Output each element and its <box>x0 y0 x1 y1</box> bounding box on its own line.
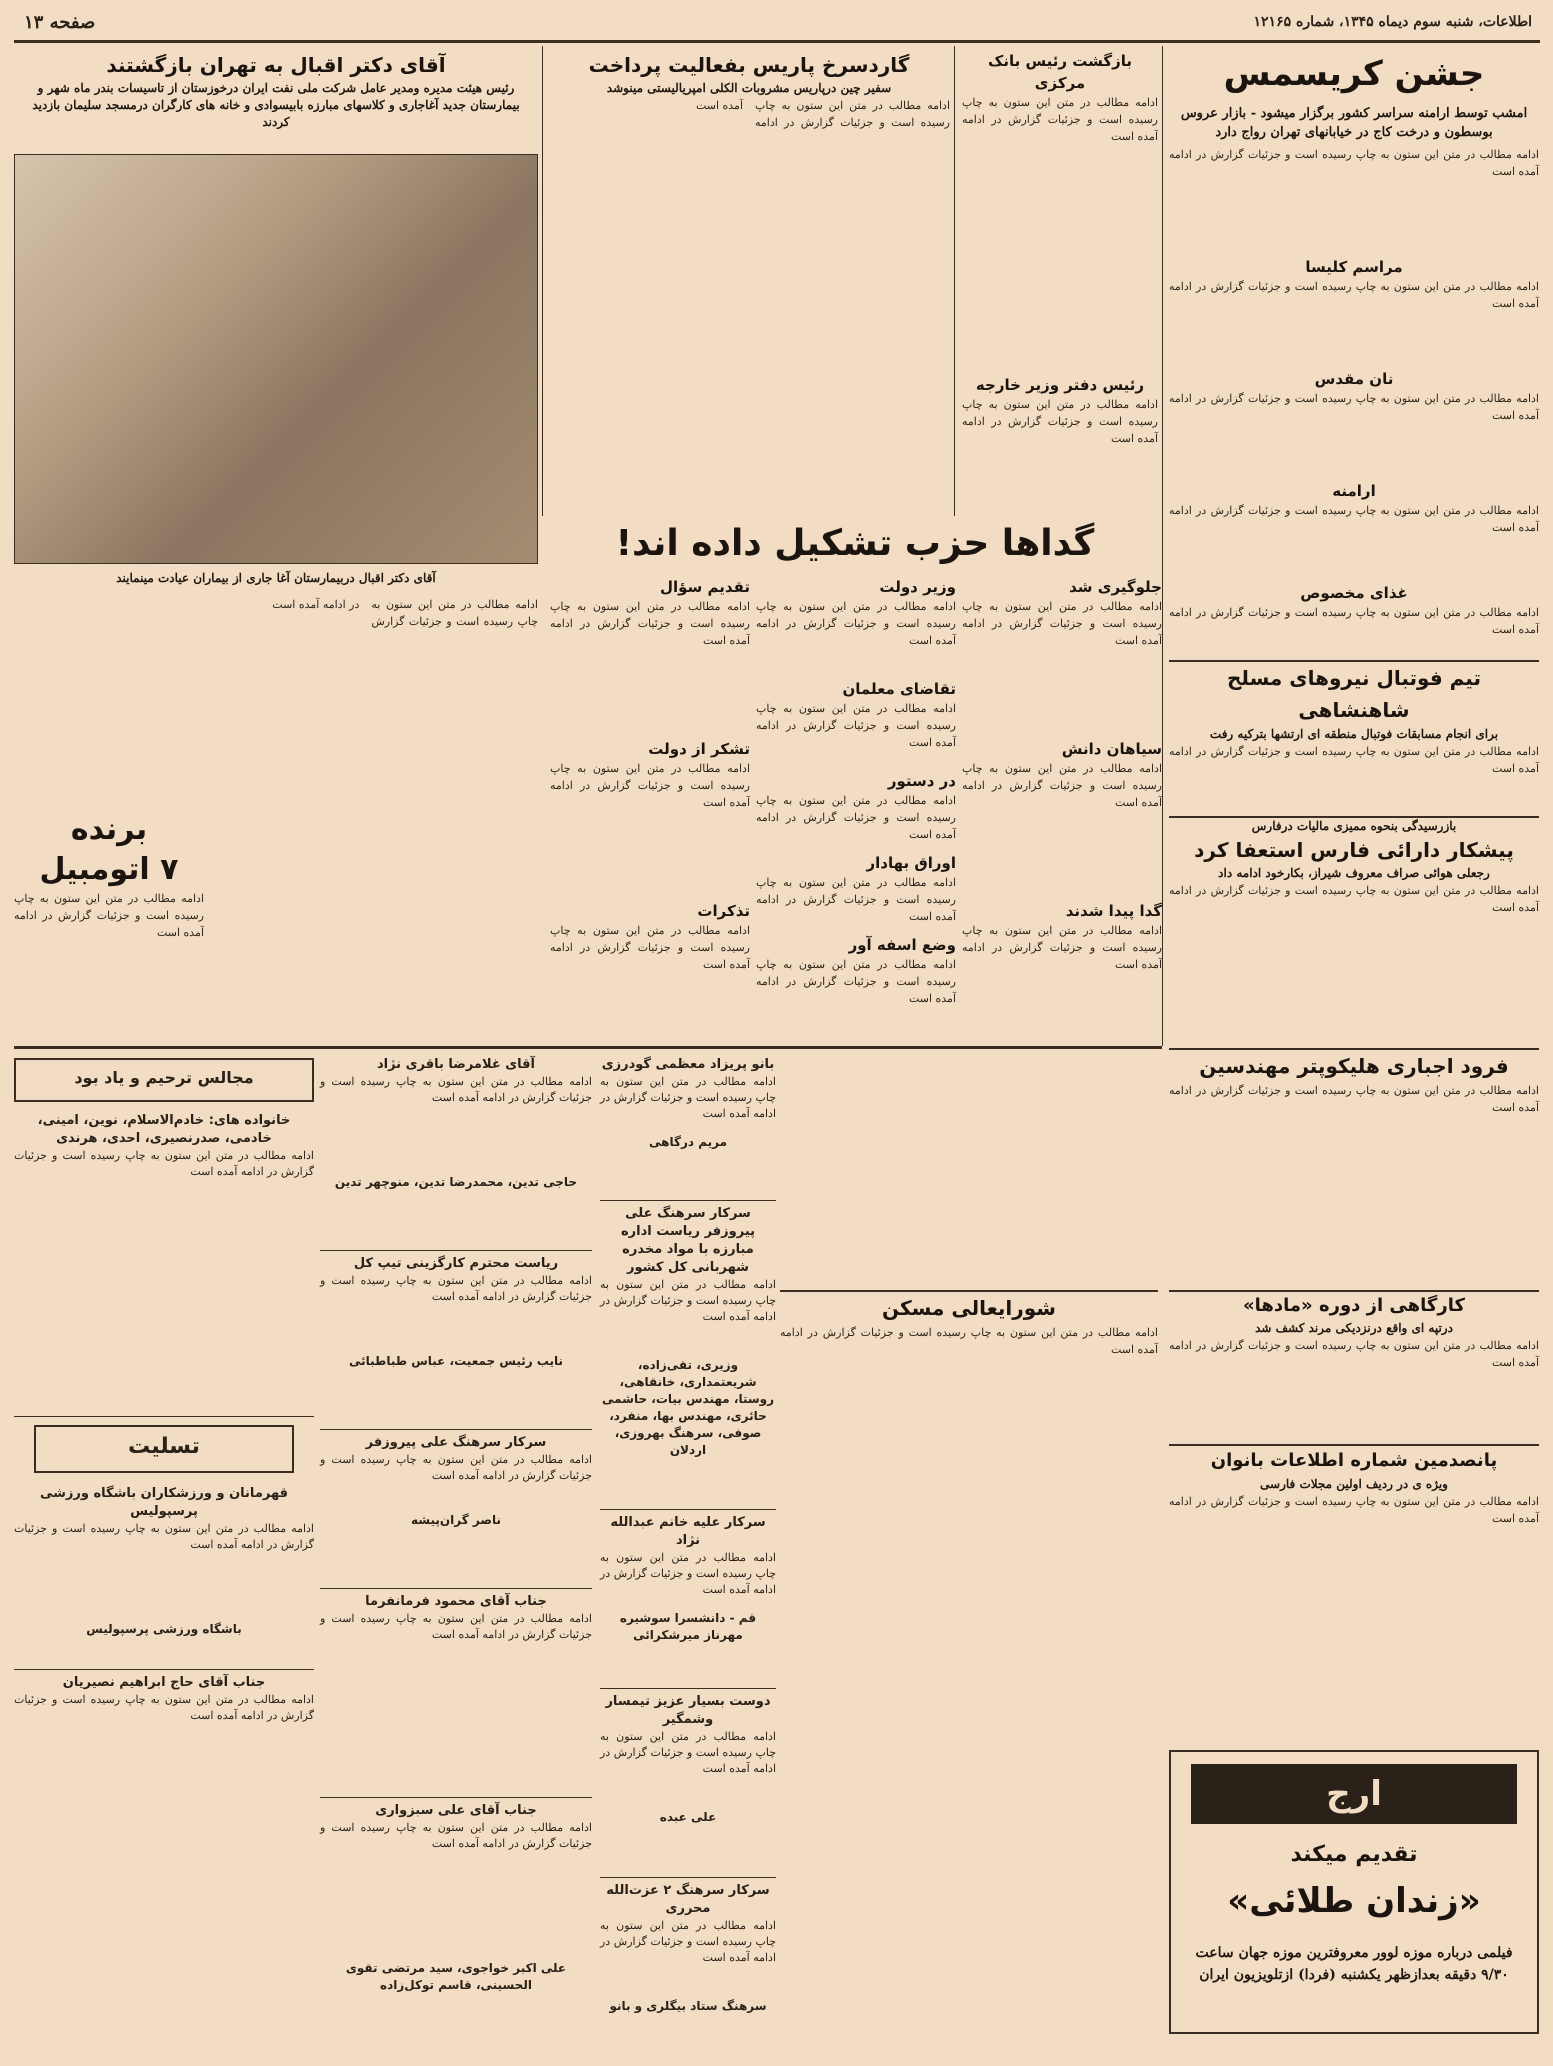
beggars-head-6: در دستور <box>887 772 956 790</box>
christmas-section-church: مراسم کلیسا <box>1305 258 1403 276</box>
bank-headline: بازگشت رئیس بانک مرکزی <box>987 52 1133 92</box>
housing-body: ادامه مطالب در متن این ستون به چاپ رسیده است و جزئیات گزارش در ادامه آمده است <box>780 1326 1158 1356</box>
workshop-headline: کارگاهی از دوره «مادها» <box>1243 1295 1465 1316</box>
football-body: ادامه مطالب در متن این ستون به چاپ رسیده است و جزئیات گزارش در ادامه آمده است <box>1169 745 1539 775</box>
notice-r1-title: بانو پریزاد معظمی گودرزی <box>601 1057 775 1072</box>
beggars-body-11: ادامه مطالب در متن این ستون به چاپ رسیده است و جزئیات گزارش در ادامه آمده است <box>550 924 750 971</box>
notice-r5-body: ادامه مطالب در متن این ستون به چاپ رسیده است و جزئیات گزارش در ادامه آمده است <box>600 1919 776 1964</box>
notice-m3 <box>320 1430 592 1589</box>
notice-r4-body: ادامه مطالب در متن این ستون به چاپ رسیده است و جزئیات گزارش در ادامه آمده است <box>600 1730 776 1775</box>
workshop-subhead: درتپه ای واقع درنزدیکی مرند کشف شد <box>1255 1321 1453 1335</box>
beggars-head-2: سیاهان دانش <box>1061 740 1162 758</box>
helicopter-headline: فرود اجباری هلیکوپتر مهندسین <box>1199 1054 1509 1078</box>
notice-m1-title: آقای غلامرضا باقری نژاد <box>376 1057 536 1072</box>
notice-m1-body: ادامه مطالب در متن این ستون به چاپ رسیده است و جزئیات گزارش در ادامه آمده است <box>320 1075 592 1104</box>
notice-m3-title: سرکار سرهنگ علی پیروزفر <box>365 1435 547 1450</box>
winner-title-1: برنده <box>70 812 148 847</box>
arj-brand: ارج <box>1326 1774 1382 1814</box>
fars-kicker: بازرسیدگی بنحوه ممیزی مالیات درفارس <box>1251 819 1457 833</box>
notices-right-col <box>600 1052 776 2034</box>
women-headline: پانصدمین شماره اطلاعات بانوان <box>1210 1450 1498 1471</box>
beggars-col-3 <box>550 576 750 1046</box>
christmas-section-food: غذای مخصوص <box>1300 584 1408 602</box>
notice-l1 <box>14 1108 314 1417</box>
fars-body: ادامه مطالب در متن این ستون به چاپ رسیده است و جزئیات گزارش در ادامه آمده است <box>1169 884 1539 914</box>
beggars-body-10: ادامه مطالب در متن این ستون به چاپ رسیده است و جزئیات گزارش در ادامه آمده است <box>550 762 750 809</box>
masthead-bar <box>14 12 1540 40</box>
notice-l5-title: جناب آقای حاج ابراهیم نصیریان <box>62 1675 266 1690</box>
arj-presents: تقدیم میکند <box>1290 1842 1418 1867</box>
bank-body-2: ادامه مطالب در متن این ستون به چاپ رسیده است و جزئیات گزارش در ادامه آمده است <box>962 398 1158 445</box>
notice-m1 <box>320 1052 592 1251</box>
arj-description: فیلمی درباره موزه لوور معروفترین موزه جهان ساعت ۹/۳۰ دقیقه بعدازظهر یکشنبه (فردا) ازتلویزیون ایران <box>1195 1945 1513 1983</box>
notice-r3-title: سرکار علیه خانم عبدالله نژاد <box>610 1515 766 1548</box>
notice-l4-title: باشگاه ورزشی پرسپولیس <box>86 1622 242 1636</box>
notices-mid-col <box>320 1052 592 2034</box>
paris-body: ادامه مطالب در متن این ستون به چاپ رسیده است و جزئیات گزارش در ادامه آمده است <box>695 99 950 129</box>
beggars-head-3: گدا پیدا شدند <box>1065 902 1162 920</box>
col-rule-2 <box>954 46 955 516</box>
eqbal-caption: آقای دکتر اقبال دربیمارستان آغا جاری از بیماران عیادت مینمایند <box>116 571 436 585</box>
fars-article <box>1169 816 1539 1046</box>
notice-m1-sign: حاجی تدین، محمدرضا تدین، منوچهر تدین <box>334 1175 578 1189</box>
taslit-title: تسلیت <box>128 1434 200 1459</box>
beggars-body-3: ادامه مطالب در متن این ستون به چاپ رسیده است و جزئیات گزارش در ادامه آمده است <box>962 924 1162 971</box>
beggars-head-5: تقاضای معلمان <box>842 680 956 698</box>
christmas-headline: جشن کریسمس <box>1223 54 1485 94</box>
paris-headline: گاردسرخ پاریس بفعالیت پرداخت <box>588 53 910 77</box>
christmas-section-bread: نان مقدس <box>1314 370 1394 388</box>
bank-section-foreign: رئیس دفتر وزیر خارجه <box>975 376 1145 394</box>
notice-m3-sign: ناصر گران‌پیشه <box>411 1513 501 1527</box>
beggars-head-7: اوراق بهادار <box>866 854 956 872</box>
christmas-body-2: ادامه مطالب در متن این ستون به چاپ رسیده است و جزئیات گزارش در ادامه آمده است <box>1169 280 1539 310</box>
notice-m2-body: ادامه مطالب در متن این ستون به چاپ رسیده است و جزئیات گزارش در ادامه آمده است <box>320 1274 592 1303</box>
women-article <box>1169 1444 1539 1744</box>
notice-r1 <box>600 1052 776 1201</box>
majales-title: مجالس ترحیم و یاد بود <box>74 1068 254 1087</box>
notice-r3-sign: قم - دانشسرا سوشیره مهرناز میرشکرائی <box>619 1611 757 1642</box>
notice-r3-body: ادامه مطالب در متن این ستون به چاپ رسیده است و جزئیات گزارش در ادامه آمده است <box>600 1551 776 1596</box>
eqbal-subhead: رئیس هیئت مدیره ومدیر عامل شرکت ملی نفت ایران درخوزستان از تاسیسات بندر ماه شهر و بیمارستان جدید آغاجاری و کلاسهای مبارزه بابیسوادی و خانه های کارگران درمسجد سلیمان بازدید کردند <box>32 81 520 129</box>
notice-r1-sign: مریم درگاهی <box>649 1135 727 1149</box>
beggars-body-2: ادامه مطالب در متن این ستون به چاپ رسیده است و جزئیات گزارش در ادامه آمده است <box>962 762 1162 809</box>
football-headline: تیم فوتبال نیروهای مسلح شاهنشاهی <box>1227 666 1481 722</box>
notices-left-col <box>14 1052 314 2034</box>
notice-r3 <box>600 1510 776 1689</box>
beggars-body-7: ادامه مطالب در متن این ستون به چاپ رسیده است و جزئیات گزارش در ادامه آمده است <box>756 876 956 923</box>
helicopter-body: ادامه مطالب در متن این ستون به چاپ رسیده است و جزئیات گزارش در ادامه آمده است <box>1169 1084 1539 1114</box>
paris-subhead: سفیر چین درپاریس مشروبات الکلی امپریالیستی مینوشد <box>606 81 892 95</box>
women-body: ادامه مطالب در متن این ستون به چاپ رسیده است و جزئیات گزارش در ادامه آمده است <box>1169 1495 1539 1525</box>
notice-r4-title: دوست بسیار عزیز تیمسار وشمگیر <box>605 1694 771 1727</box>
notice-l3-body: ادامه مطالب در متن این ستون به چاپ رسیده است و جزئیات گزارش در ادامه آمده است <box>14 1522 314 1551</box>
bank-body: ادامه مطالب در متن این ستون به چاپ رسیده است و جزئیات گزارش در ادامه آمده است <box>962 96 1158 143</box>
notice-l3-title: قهرمانان و ورزشکاران باشگاه ورزشی پرسپولیس <box>39 1486 289 1519</box>
helicopter-article <box>1169 1048 1539 1288</box>
women-subhead: ویژه ی در ردیف اولین مجلات فارسی <box>1260 1477 1448 1491</box>
beggars-col-1 <box>962 576 1162 1046</box>
notice-m2 <box>320 1251 592 1430</box>
housing-headline: شورایعالی مسکن <box>882 1296 1056 1320</box>
eqbal-headline: آقای دکتر اقبال به تهران بازگشتند <box>106 53 446 77</box>
winner-title-2: ۷ اتومبیل <box>39 852 179 887</box>
housing-article <box>780 1290 1158 2034</box>
col-rule-3 <box>542 46 543 516</box>
winner-body: ادامه مطالب در متن این ستون به چاپ رسیده است و جزئیات گزارش در ادامه آمده است <box>14 892 204 939</box>
notice-m4-title: جناب آقای محمود فرمانفرما <box>365 1594 547 1609</box>
beggars-body-1: ادامه مطالب در متن این ستون به چاپ رسیده است و جزئیات گزارش در ادامه آمده است <box>962 600 1162 647</box>
beggars-body-5: ادامه مطالب در متن این ستون به چاپ رسیده است و جزئیات گزارش در ادامه آمده است <box>756 702 956 749</box>
notice-r5-title: سرکار سرهنگ ۲ عزت‌الله محرری <box>606 1883 770 1916</box>
notice-m2-sign: نایب رئیس جمعیت، عباس طباطبائی <box>348 1354 564 1368</box>
notice-m2-title: ریاست محترم کارگزینی تیپ کل <box>353 1256 559 1271</box>
notice-m5-sign: علی اکبر خواجوی، سید مرتضی تقوی الحسینی، قاسم توکل‌زاده <box>345 1961 567 1992</box>
eqbal-photo <box>14 154 538 564</box>
notice-m3-body: ادامه مطالب در متن این ستون به چاپ رسیده است و جزئیات گزارش در ادامه آمده است <box>320 1453 592 1482</box>
beggars-head-8: وضع اسفه آور <box>848 936 956 954</box>
beggars-head-9: تقدیم سؤال <box>659 578 750 596</box>
page-number: صفحه ۱۳ <box>24 12 96 33</box>
fars-subhead: رجعلی هوائی صراف معروف شیراز، بکارخود ادامه داد <box>1218 866 1490 880</box>
christmas-article <box>1169 48 1539 688</box>
football-subhead: برای انجام مسابقات فوتبال منطقه ای ارتشها بترکیه رفت <box>1209 727 1499 741</box>
notices-top-rule <box>14 1046 1162 1049</box>
beggars-head-1: جلوگیری شد <box>1069 578 1162 596</box>
beggars-body-6: ادامه مطالب در متن این ستون به چاپ رسیده است و جزئیات گزارش در ادامه آمده است <box>756 794 956 841</box>
notice-l3 <box>14 1481 314 1670</box>
masthead-rule <box>14 40 1540 43</box>
notice-m4 <box>320 1589 592 1798</box>
beggars-head-10: تشکر از دولت <box>648 740 750 758</box>
winner-article <box>14 810 204 1040</box>
eqbal-body: ادامه مطالب در متن این ستون به چاپ رسیده است و جزئیات گزارش در ادامه آمده است <box>272 598 538 628</box>
beggars-body-8: ادامه مطالب در متن این ستون به چاپ رسیده است و جزئیات گزارش در ادامه آمده است <box>756 958 956 1005</box>
christmas-body-5: ادامه مطالب در متن این ستون به چاپ رسیده است و جزئیات گزارش در ادامه آمده است <box>1169 606 1539 636</box>
notice-l1-body: ادامه مطالب در متن این ستون به چاپ رسیده است و جزئیات گزارش در ادامه آمده است <box>14 1149 314 1178</box>
notice-m5-title: جناب آقای علی سبزواری <box>375 1803 537 1818</box>
fars-headline: پیشکار دارائی فارس استعفا کرد <box>1194 838 1514 862</box>
christmas-section-armenians: ارامنه <box>1332 482 1376 500</box>
arj-film-title: «زندان طلائی» <box>1227 1881 1481 1921</box>
beggars-head-4: وزیر دولت <box>879 578 956 596</box>
christmas-body-4: ادامه مطالب در متن این ستون به چاپ رسیده است و جزئیات گزارش در ادامه آمده است <box>1169 504 1539 534</box>
notice-l1-title: خانواده های: خادم‌الاسلام، نوین، امینی، خادمی، صدرنصیری، احدی، هرندی <box>37 1113 291 1146</box>
notice-r2-body: ادامه مطالب در متن این ستون به چاپ رسیده است و جزئیات گزارش در ادامه آمده است <box>600 1278 776 1323</box>
beggars-body-4: ادامه مطالب در متن این ستون به چاپ رسیده است و جزئیات گزارش در ادامه آمده است <box>756 600 956 647</box>
beggars-headline: گداها حزب تشکیل داده اند! <box>615 523 1095 564</box>
notice-r4 <box>600 1689 776 1878</box>
christmas-body-1: ادامه مطالب در متن این ستون به چاپ رسیده است و جزئیات گزارش در ادامه آمده است <box>1169 148 1539 178</box>
notice-r2-sign: وزیری، تقی‌زاده، شریعتمداری، خانقاهی، روستا، مهندس بیات، حاشمی حائری، مهندس بها، منفرد، صوفی، سرهنگ بهروزی، اردلان <box>601 1358 775 1457</box>
beggars-body-9: ادامه مطالب در متن این ستون به چاپ رسیده است و جزئیات گزارش در ادامه آمده است <box>550 600 750 647</box>
notice-m5 <box>320 1798 592 2066</box>
notice-m4-body: ادامه مطالب در متن این ستون به چاپ رسیده است و جزئیات گزارش در ادامه آمده است <box>320 1612 592 1641</box>
notice-r1-body: ادامه مطالب در متن این ستون به چاپ رسیده است و جزئیات گزارش در ادامه آمده است <box>600 1075 776 1120</box>
notice-r2 <box>600 1201 776 1510</box>
notice-r4-sign: علی عبده <box>659 1810 717 1824</box>
notice-m5-body: ادامه مطالب در متن این ستون به چاپ رسیده است و جزئیات گزارش در ادامه آمده است <box>320 1821 592 1850</box>
beggars-article <box>548 514 1162 1054</box>
notice-r5 <box>600 1878 776 2056</box>
notice-r2-title: سرکار سرهنگ علی پیروزفر ریاست اداره مبارزه با مواد مخدره شهربانی کل کشور <box>620 1206 756 1275</box>
beggars-head-11: تذکرات <box>697 902 750 920</box>
arj-ad <box>1169 1750 1539 2034</box>
football-article <box>1169 660 1539 810</box>
beggars-col-2 <box>756 576 956 1046</box>
workshop-body: ادامه مطالب در متن این ستون به چاپ رسیده است و جزئیات گزارش در ادامه آمده است <box>1169 1339 1539 1369</box>
notice-l5-body: ادامه مطالب در متن این ستون به چاپ رسیده است و جزئیات گزارش در ادامه آمده است <box>14 1693 314 1722</box>
bank-article <box>962 50 1158 510</box>
notice-r5-sign: سرهنگ ستاد بیگلری و بانو <box>609 1999 767 2013</box>
christmas-subhead: امشب توسط ارامنه سراسر کشور برگزار میشود - بازار عروس بوسطون و درخت کاج در خیابانهای تهران رواج دارد <box>1180 106 1528 140</box>
taslit-banner <box>34 1425 294 1473</box>
col-rule-1 <box>1162 46 1163 1046</box>
majales-banner <box>14 1058 314 1102</box>
notice-l5 <box>14 1670 314 1958</box>
workshop-article <box>1169 1290 1539 1440</box>
christmas-body-3: ادامه مطالب در متن این ستون به چاپ رسیده است و جزئیات گزارش در ادامه آمده است <box>1169 392 1539 422</box>
masthead-date: اطلاعات، شنبه سوم دیماه ۱۳۴۵، شماره ۱۲۱۶۵ <box>1253 14 1532 30</box>
paris-article <box>548 50 950 510</box>
